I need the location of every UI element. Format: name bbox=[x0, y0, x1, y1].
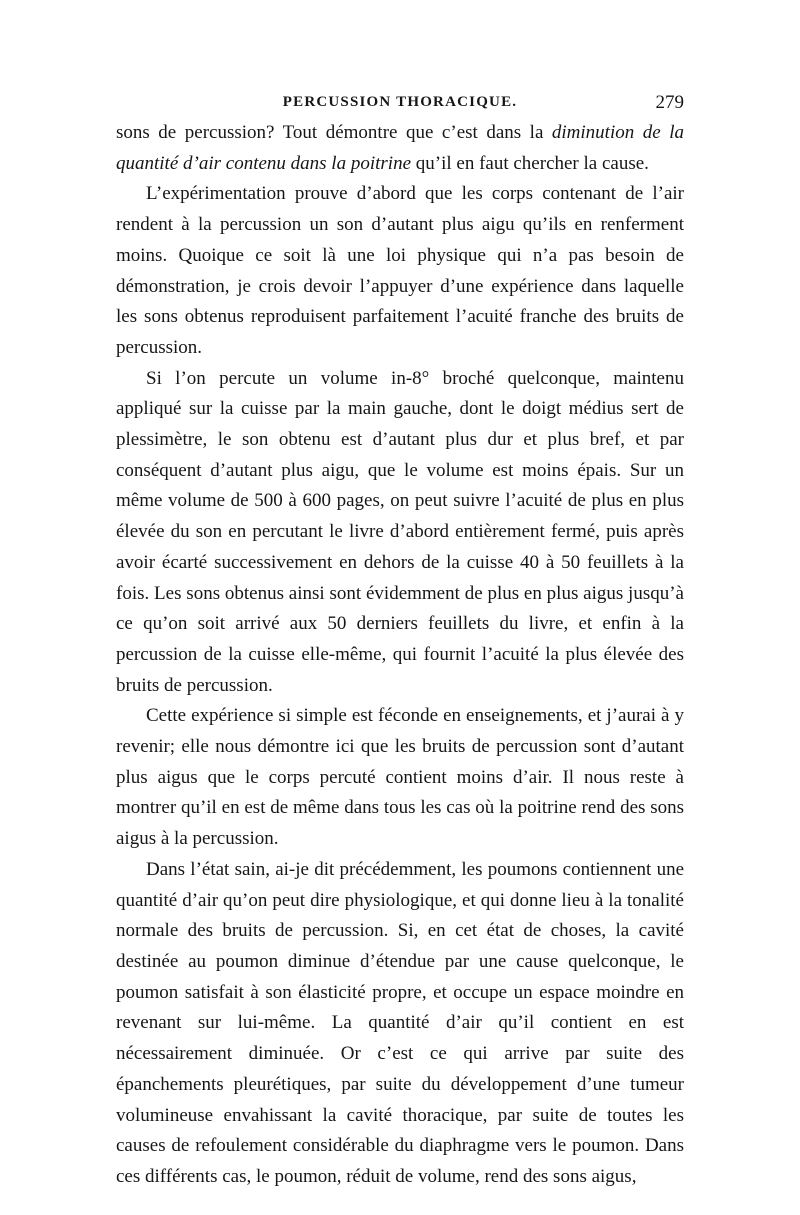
paragraph-text: Cette expérience si simple est féconde en enseignements, et j’aurai à y revenir; elle nous démontre ici que les bruits de percussion sont d’autant plus aigus que le corps percuté contient moins d’air. Il nous reste à montrer qu’il en est de même dans tous les cas où la poitrine rend des sons aigus à la percussion. bbox=[116, 705, 684, 850]
emphasized-text: diminution de la quantité d’air contenu dans la poitrine bbox=[116, 122, 684, 174]
paragraph-2 bbox=[116, 179, 684, 363]
paragraph-text: sons de percussion? Tout démontre que c’est dans la bbox=[116, 122, 552, 143]
paragraph-text: Dans l’état sain, ai-je dit précédemment, les poumons contiennent une quantité d’air qu’on peut dire physiologique, et qui donne lieu à la tonalité normale des bruits de percussion. Si, en cet état de choses, la cavité destinée au poumon diminue d’étendue par une cause quelconque, le poumon satisfait à son élasticité propre, et occupe un espace moindre en revenant sur lui-même. La quantité d’air qu’il contient en est nécessairement diminuée. Or c’est ce qui arrive par suite des épanchements pleurétiques, par suite du développement d’une tumeur volumineuse envahissant la cavité thoracique, par suite de toutes les causes de refoulement considérable du diaphragme vers le poumon. Dans ces différents cas, le poumon, réduit de volume, rend des sons aigus, bbox=[116, 858, 684, 1187]
paragraph-3 bbox=[116, 364, 684, 702]
paragraph-text: qu’il en faut chercher la cause. bbox=[411, 152, 649, 174]
paragraph-1 bbox=[116, 118, 684, 179]
running-title: PERCUSSION THORACIQUE. bbox=[282, 94, 518, 110]
body-text bbox=[116, 118, 684, 1193]
running-head bbox=[116, 92, 684, 116]
paragraph-text: Si l’on percute un volume in-8° broché quelconque, maintenu appliqué sur la cuisse par la main gauche, dont le doigt médius sert de plessimètre, le son obtenu est d’autant plus dur et plus bref, et par conséquent d’autant plus aigu, que le volume est moins épais. Sur un même volume de 500 à 600 pages, on peut suivre l’acuité de plus en plus élevée du son en percutant le livre d’abord entièrement fermé, puis après avoir écarté successivement en dehors de la cuisse 40 à 50 feuillets à la fois. Les sons obtenus ainsi sont évidemment de plus en plus aigus jusqu’à ce qu’on soit arrivé aux 50 derniers feuillets du livre, et enfin à la percussion de la cuisse elle-même, qui fournit l’acuité la plus élevée des bruits de percussion. bbox=[116, 367, 684, 696]
paragraph-text: L’expérimentation prouve d’abord que les corps contenant de l’air rendent à la percussion un son d’autant plus aigu qu’ils en renferment moins. Quoique ce soit là une loi physique qui n’a pas besoin de démonstration, je crois devoir l’appuyer d’une expérience dans laquelle les sons obtenus reproduisent parfaitement l’acuité franche des bruits de percussion. bbox=[116, 183, 684, 358]
page-number: 279 bbox=[655, 92, 684, 113]
paragraph-4 bbox=[116, 701, 684, 855]
paragraph-5 bbox=[116, 855, 684, 1193]
